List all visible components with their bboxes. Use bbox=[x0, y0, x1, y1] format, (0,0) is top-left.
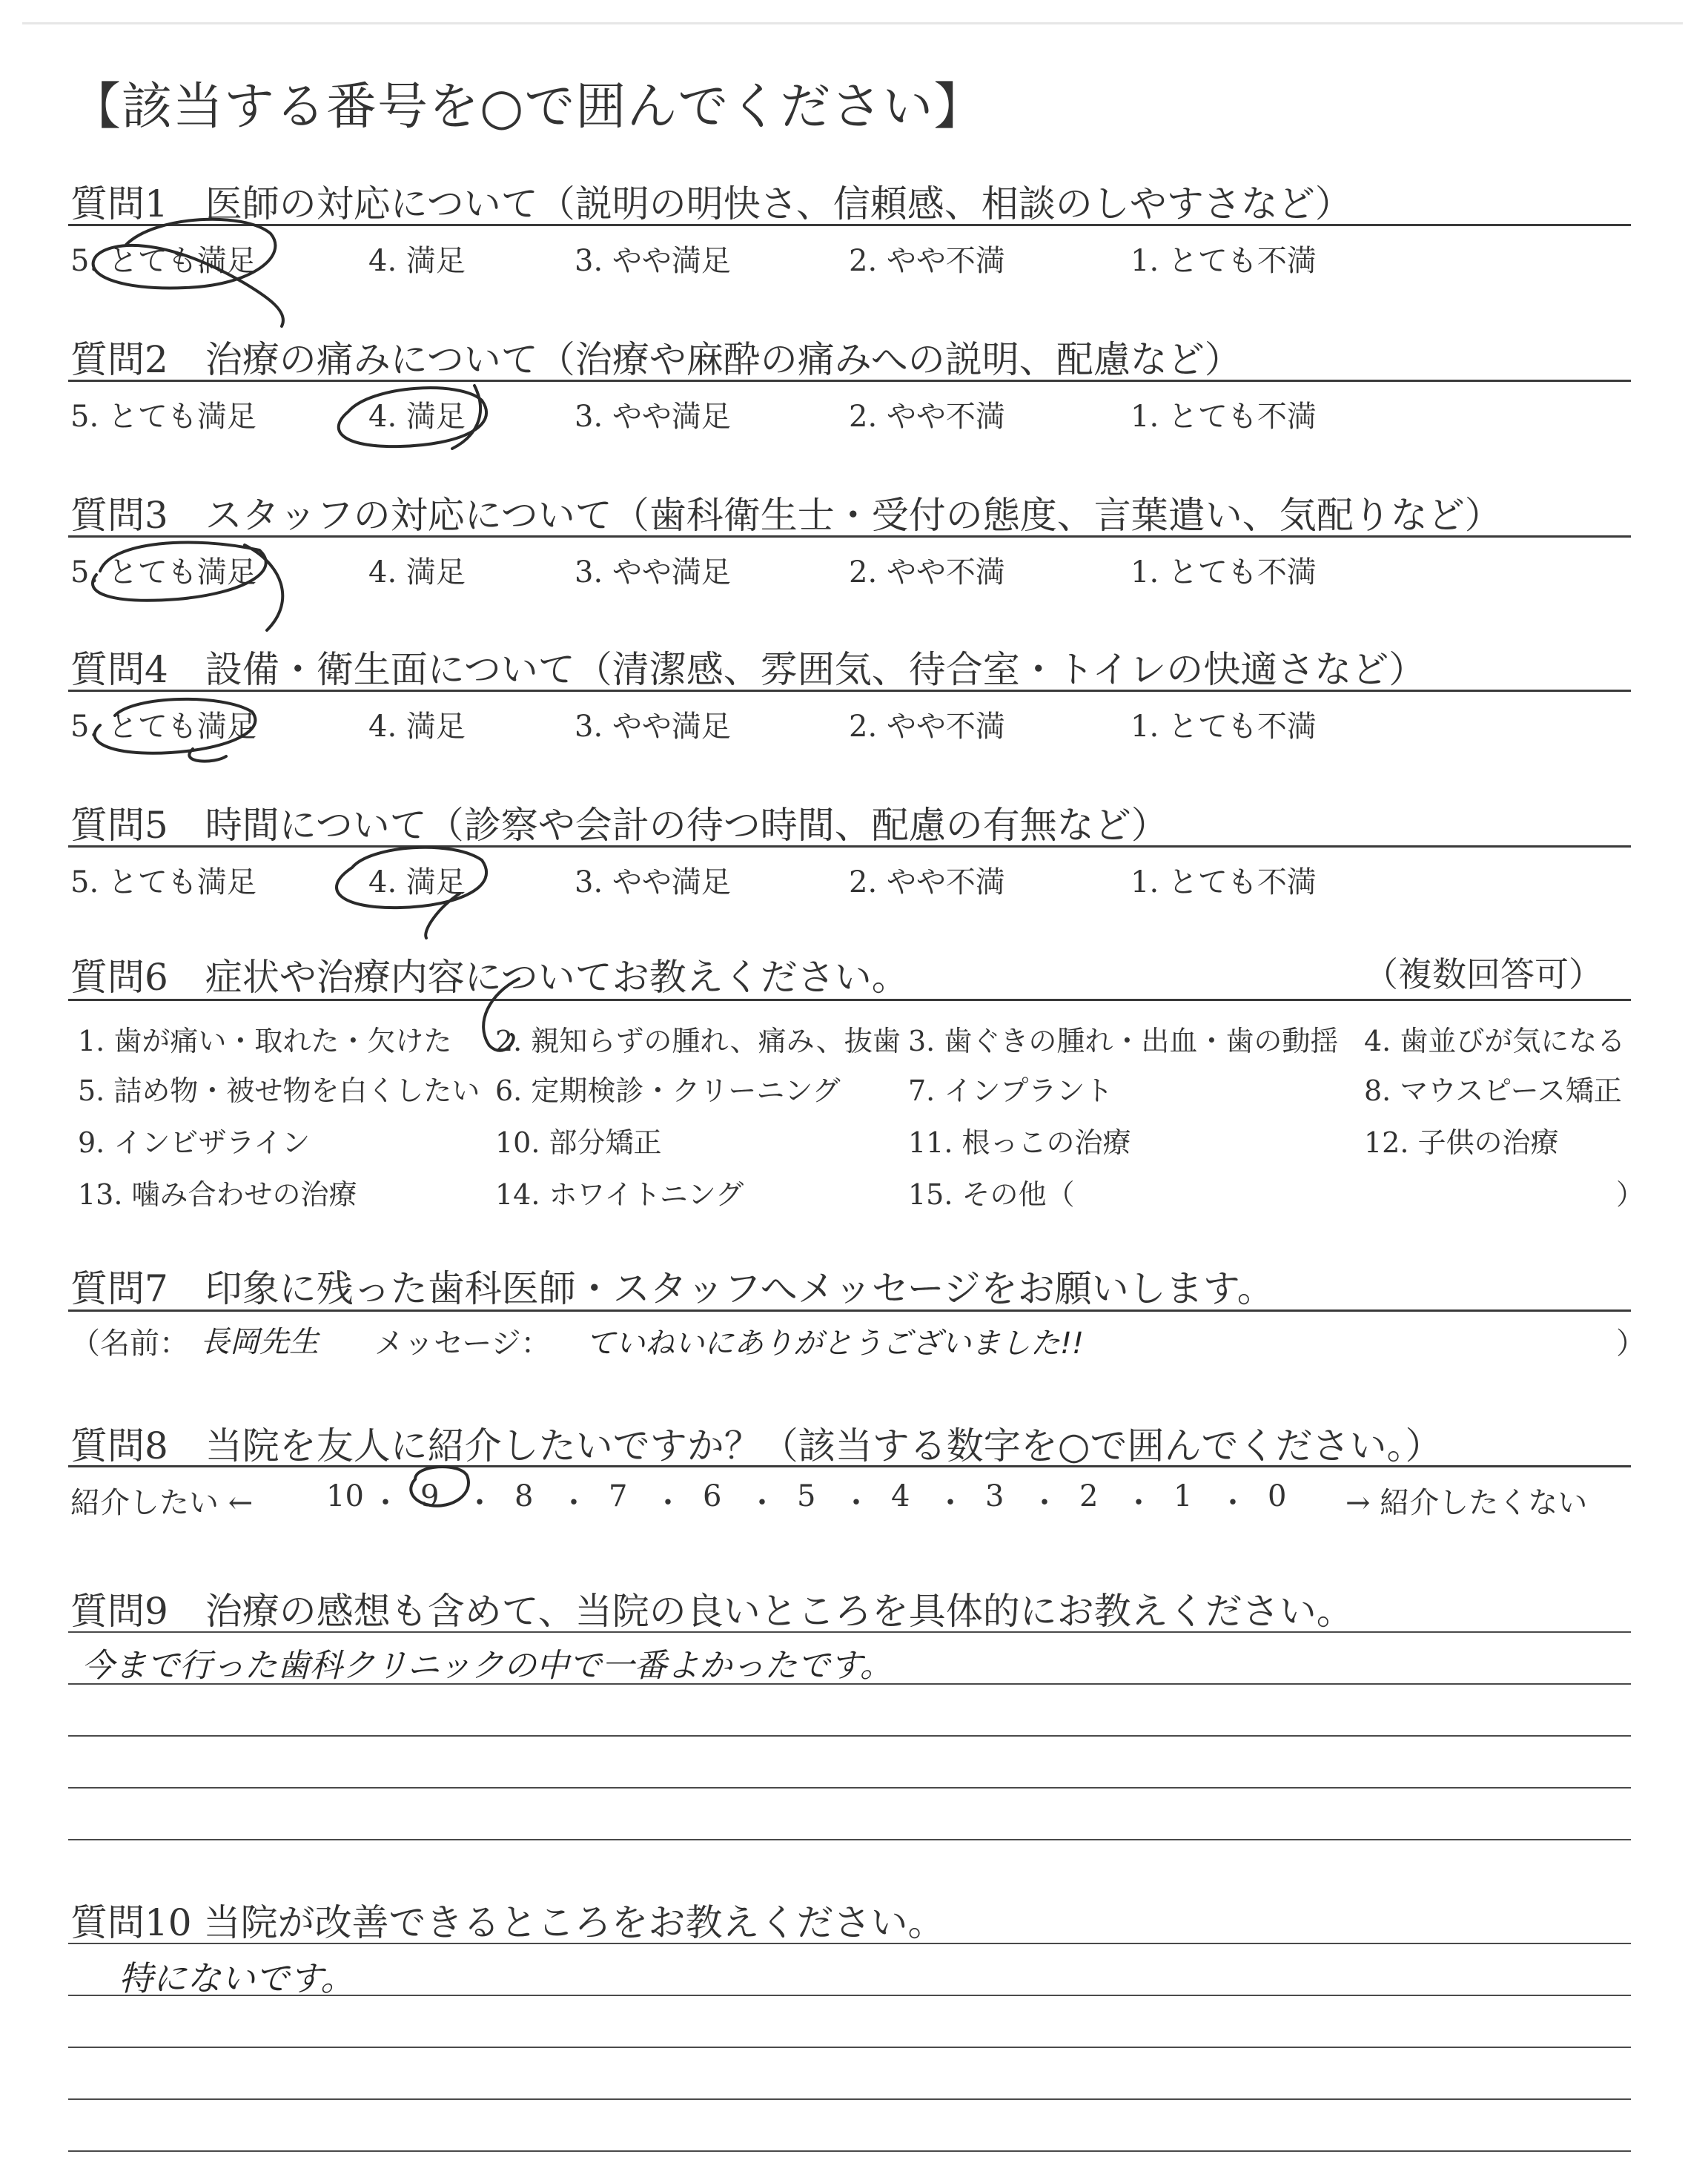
q8-separator: ・ bbox=[1124, 1486, 1153, 1520]
q1-rule bbox=[68, 224, 1631, 226]
q6-option-5[interactable]: 5. 詰め物・被せ物を白くしたい bbox=[78, 1074, 480, 1107]
q5-option-3[interactable]: 3. やや満足 bbox=[575, 865, 731, 899]
q8-title: 質問8 当院を友人に紹介したいですか？（該当する数字を○で囲んでください。） bbox=[70, 1424, 1443, 1467]
q5-title: 質問5 時間について（診察や会計の待つ時間、配慮の有無など） bbox=[70, 804, 1168, 847]
q9-rule-4 bbox=[68, 1787, 1631, 1789]
q2-option-1[interactable]: 1. とても不満 bbox=[1131, 400, 1317, 434]
q8-separator: ・ bbox=[559, 1486, 589, 1520]
q6-option-11[interactable]: 11. 根っこの治療 bbox=[908, 1126, 1131, 1159]
q7-rule bbox=[68, 1309, 1631, 1312]
q6-other-close: ） bbox=[1616, 1178, 1645, 1211]
q5-rule bbox=[68, 845, 1631, 848]
q10-rule-5 bbox=[68, 2150, 1631, 2152]
q6-option-3[interactable]: 3. 歯ぐきの腫れ・出血・歯の動揺 bbox=[908, 1025, 1339, 1057]
q9-rule-1 bbox=[68, 1631, 1631, 1633]
q3-option-5[interactable]: 5. とても満足 bbox=[70, 555, 256, 589]
q6-option-12[interactable]: 12. 子供の治療 bbox=[1364, 1126, 1559, 1159]
q8-score-7[interactable]: 7 bbox=[609, 1479, 628, 1513]
q2-option-5[interactable]: 5. とても満足 bbox=[70, 400, 256, 434]
q4-option-1[interactable]: 1. とても不満 bbox=[1131, 710, 1317, 744]
q2-title: 質問2 治療の痛みについて（治療や麻酔の痛みへの説明、配慮など） bbox=[70, 338, 1242, 381]
q7-title: 質問7 印象に残った歯科医師・スタッフへメッセージをお願いします。 bbox=[70, 1267, 1274, 1310]
q7-close: ） bbox=[1616, 1327, 1646, 1361]
q5-option-5[interactable]: 5. とても満足 bbox=[70, 865, 256, 899]
q8-score-4[interactable]: 4 bbox=[891, 1479, 910, 1513]
q8-separator: ・ bbox=[841, 1486, 871, 1520]
q8-left-label: 紹介したい ← bbox=[70, 1486, 254, 1520]
q2-option-4[interactable]: 4. 満足 bbox=[368, 400, 466, 434]
q5-option-4[interactable]: 4. 満足 bbox=[368, 865, 466, 899]
q6-option-7[interactable]: 7. インプラント bbox=[908, 1074, 1113, 1107]
q2-rule bbox=[68, 380, 1631, 382]
q6-option-13[interactable]: 13. 噛み合わせの治療 bbox=[78, 1178, 357, 1211]
q1-option-1[interactable]: 1. とても不満 bbox=[1131, 244, 1317, 278]
q8-separator: ・ bbox=[371, 1486, 400, 1520]
q5-option-1[interactable]: 1. とても不満 bbox=[1131, 865, 1317, 899]
q8-score-5[interactable]: 5 bbox=[797, 1479, 816, 1513]
q8-separator: ・ bbox=[653, 1486, 683, 1520]
q10-rule-3 bbox=[68, 2047, 1631, 2048]
q3-title: 質問3 スタッフの対応について（歯科衛生士・受付の態度、言葉遣い、気配りなど） bbox=[70, 494, 1502, 537]
q8-score-9[interactable]: 9 bbox=[420, 1479, 440, 1513]
q4-option-4[interactable]: 4. 満足 bbox=[368, 710, 466, 744]
q2-option-2[interactable]: 2. やや不満 bbox=[849, 400, 1005, 434]
q8-separator: ・ bbox=[936, 1486, 965, 1520]
q8-separator: ・ bbox=[1218, 1486, 1248, 1520]
q8-rule bbox=[68, 1465, 1631, 1467]
q10-answer: 特にないです。 bbox=[119, 1958, 355, 1998]
page-header: 【該当する番号を○で囲んでください】 bbox=[70, 78, 985, 136]
q7-name-value: 長岡先生 bbox=[200, 1325, 319, 1359]
q8-score-1[interactable]: 1 bbox=[1174, 1479, 1193, 1513]
q6-option-4[interactable]: 4. 歯並びが気になる bbox=[1364, 1025, 1626, 1057]
q9-rule-5 bbox=[68, 1839, 1631, 1840]
q8-right-label: → 紹介したくない bbox=[1345, 1486, 1588, 1520]
q3-option-3[interactable]: 3. やや満足 bbox=[575, 555, 731, 589]
q8-score-2[interactable]: 2 bbox=[1079, 1479, 1099, 1513]
q8-score-10[interactable]: 10 bbox=[326, 1479, 364, 1513]
q8-circle-mark bbox=[411, 1467, 469, 1506]
q1-option-3[interactable]: 3. やや満足 bbox=[575, 244, 731, 278]
q6-option-10[interactable]: 10. 部分矯正 bbox=[495, 1126, 662, 1159]
q8-score-6[interactable]: 6 bbox=[703, 1479, 722, 1513]
q8-score-8[interactable]: 8 bbox=[514, 1479, 534, 1513]
q4-option-5[interactable]: 5. とても満足 bbox=[70, 710, 256, 744]
q10-title: 質問10 当院が改善できるところをお教えください。 bbox=[70, 1901, 945, 1944]
q1-title: 質問1 医師の対応について（説明の明快さ、信頼感、相談のしやすさなど） bbox=[70, 182, 1352, 225]
q8-score-0[interactable]: 0 bbox=[1268, 1479, 1287, 1513]
q6-option-14[interactable]: 14. ホワイトニング bbox=[495, 1178, 744, 1211]
q6-option-1[interactable]: 1. 歯が痛い・取れた・欠けた bbox=[78, 1025, 452, 1057]
q9-answer: 今まで行った歯科クリニックの中で一番よかったです。 bbox=[82, 1647, 893, 1685]
q4-option-3[interactable]: 3. やや満足 bbox=[575, 710, 731, 744]
q3-option-2[interactable]: 2. やや不満 bbox=[849, 555, 1005, 589]
q9-rule-3 bbox=[68, 1735, 1631, 1737]
q3-option-4[interactable]: 4. 満足 bbox=[368, 555, 466, 589]
q8-score-3[interactable]: 3 bbox=[985, 1479, 1004, 1513]
q8-separator: ・ bbox=[1030, 1486, 1059, 1520]
q1-option-4[interactable]: 4. 満足 bbox=[368, 244, 466, 278]
q10-rule-1 bbox=[68, 1943, 1631, 1944]
q9-title: 質問9 治療の感想も含めて、当院の良いところを具体的にお教えください。 bbox=[70, 1590, 1354, 1633]
q8-separator: ・ bbox=[465, 1486, 494, 1520]
q7-message-label: メッセージ： bbox=[374, 1327, 551, 1361]
scan-edge bbox=[22, 22, 1683, 24]
q3-option-1[interactable]: 1. とても不満 bbox=[1131, 555, 1317, 589]
q6-note: （複数回答可） bbox=[1364, 954, 1603, 994]
q3-rule bbox=[68, 535, 1631, 538]
q7-name-label: （名前： bbox=[70, 1327, 189, 1361]
q4-rule bbox=[68, 690, 1631, 692]
q2-option-3[interactable]: 3. やや満足 bbox=[575, 400, 731, 434]
q1-option-2[interactable]: 2. やや不満 bbox=[849, 244, 1005, 278]
q6-title: 質問6 症状や治療内容についてお教えください。 bbox=[70, 956, 909, 999]
q4-option-2[interactable]: 2. やや不満 bbox=[849, 710, 1005, 744]
q10-rule-4 bbox=[68, 2098, 1631, 2100]
q4-title: 質問4 設備・衛生面について（清潔感、雰囲気、待合室・トイレの快適さなど） bbox=[70, 648, 1426, 691]
q6-rule bbox=[68, 999, 1631, 1001]
q1-option-5[interactable]: 5. とても満足 bbox=[70, 244, 256, 278]
q6-option-2[interactable]: 2. 親知らずの腫れ、痛み、抜歯 bbox=[495, 1025, 901, 1057]
q8-separator: ・ bbox=[747, 1486, 777, 1520]
q6-option-9[interactable]: 9. インビザライン bbox=[78, 1126, 311, 1159]
q6-option-8[interactable]: 8. マウスピース矯正 bbox=[1364, 1074, 1622, 1107]
q6-option-15[interactable]: 15. その他（ bbox=[908, 1178, 1075, 1211]
q6-option-6[interactable]: 6. 定期検診・クリーニング bbox=[495, 1074, 841, 1107]
q7-message-value: ていねいにありがとうございました!! bbox=[586, 1327, 1085, 1361]
q5-option-2[interactable]: 2. やや不満 bbox=[849, 865, 1005, 899]
